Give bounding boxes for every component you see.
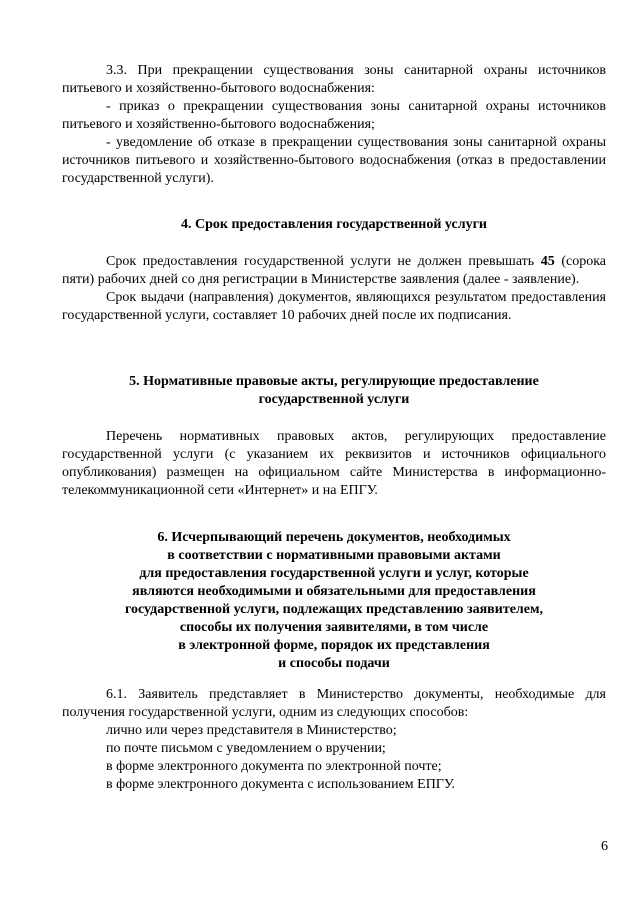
section-4-heading [62,216,606,234]
section-6-heading-line-2: в соответствии с нормативными правовыми актами [167,548,501,563]
paragraph-4-term-after: (сорока пяти) рабочих дней со дня регистрации в Министерстве заявления (далее - заявление). [62,254,606,287]
submission-method-in-person: лично или через представителя в Министерство; [106,723,397,738]
section-4-body [62,253,606,325]
section-6-heading-line-7: в электронной форме, порядок их представления [178,638,490,653]
paragraph-6-1: 6.1. Заявитель представляет в Министерство документы, необходимые для получения государственной услуги, одним из следующих способов: [62,687,606,720]
section-5-body [62,428,606,500]
section-6-body [62,686,606,722]
paragraph-5-acts: Перечень нормативных правовых актов, регулирующих предоставление государственной услуги (с указанием их реквизитов и источников официального опубликования) размещен на официальном сайте Министерства в информационно-телекоммуникационной сети «Интернет» и на ЕПГУ. [62,429,606,498]
section-4-heading-text: 4. Срок предоставления государственной услуги [181,217,487,232]
paragraph-3-3-intro: 3.3. При прекращении существования зоны санитарной охраны источников питьевого и хозяйственно-бытового водоснабжения: [62,63,606,96]
paragraph-4-term [62,253,606,289]
submission-methods-list [106,722,606,794]
section-6-heading-line-3: для предоставления государственной услуги и услуг, которые [139,566,529,581]
section-5-heading-line-2: государственной услуги [258,392,410,407]
paragraph-4-issuance: Срок выдачи (направления) документов, являющихся результатом предоставления государственной услуги, составляет 10 рабочих дней после их подписания. [62,290,606,323]
section-6-heading-line-1: 6. Исчерпывающий перечень документов, необходимых [157,530,511,545]
paragraph-4-term-days: 45 [540,254,555,269]
section-3-3 [62,62,606,188]
section-6-heading-line-4: являются необходимыми и обязательными для предоставления [132,584,536,599]
section-6-heading-line-8: и способы подачи [278,656,390,671]
section-6-heading [62,529,606,673]
submission-method-email: в форме электронного документа по электронной почте; [106,759,442,774]
paragraph-4-term-before: Срок предоставления государственной услуги не должен превышать [106,254,541,269]
section-6-heading-line-6: способы их получения заявителями, в том числе [179,620,489,635]
submission-method-post: по почте письмом с уведомлением о вручении; [106,741,386,756]
paragraph-3-3-order: - приказ о прекращении существования зоны санитарной охраны источников питьевого и хозяйственно-бытового водоснабжения; [62,99,606,132]
paragraph-3-3-notice: - уведомление об отказе в прекращении существования зоны санитарной охраны источников питьевого и хозяйственно-бытового водоснабжения (отказ в предоставлении государственной услуги). [62,135,606,186]
section-5-heading-line-1: 5. Нормативные правовые акты, регулирующие предоставление [129,374,539,389]
section-6-heading-line-5: государственной услуги, подлежащих представлению заявителем, [124,602,544,617]
submission-method-epgu: в форме электронного документа с использованием ЕПГУ. [106,777,456,792]
page-number: 6 [601,839,608,854]
section-5-heading [62,373,606,409]
